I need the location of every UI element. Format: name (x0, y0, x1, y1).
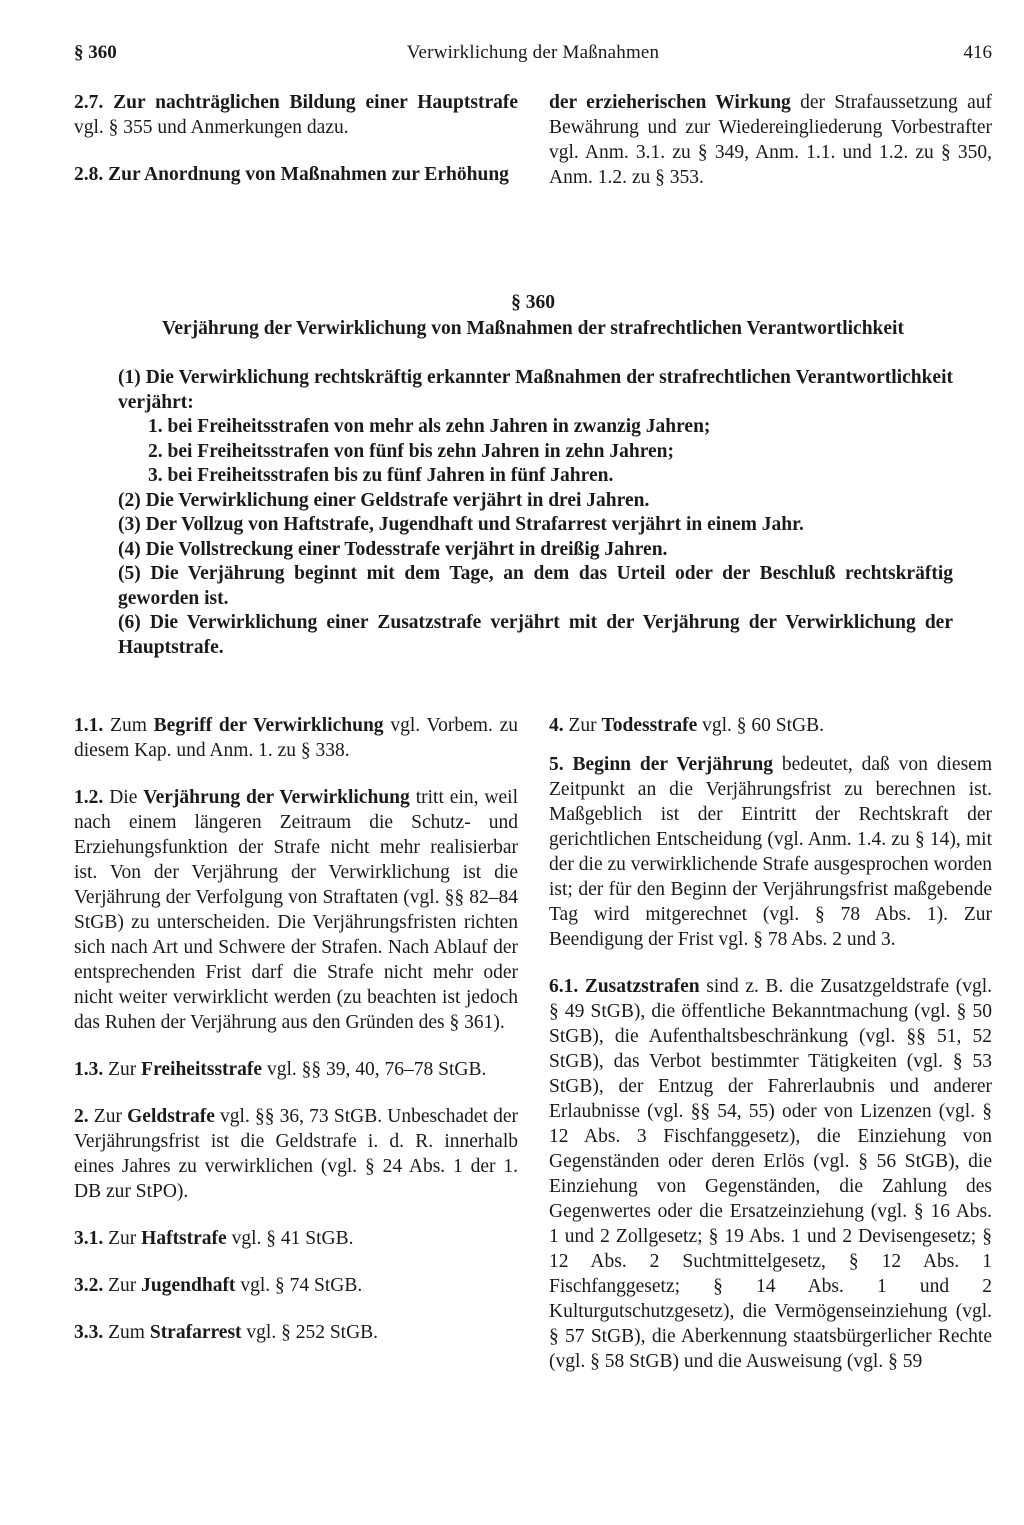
note-number: 5. (549, 754, 564, 775)
annotation (74, 785, 518, 1035)
note-keyword: Zur Anordnung von Maßnahmen zur Erhöhung (108, 164, 509, 185)
note-number: 6.1. (549, 976, 579, 997)
statute-text (118, 366, 953, 660)
paragraph-1-item: 3. bei Freiheitsstrafen bis zu fünf Jahren in fünf Jahren. (148, 465, 614, 486)
note-number: 2. (74, 1106, 89, 1127)
note-keyword: Freiheitsstrafe (141, 1059, 263, 1080)
note-text: vgl. § 74 StGB. (235, 1275, 363, 1296)
annotations-right-column (549, 713, 992, 1374)
note-2-8 (74, 162, 518, 187)
note-number: 1.3. (74, 1059, 104, 1080)
note-number: 1.2. (74, 787, 104, 808)
note-prefix: Zur (568, 715, 602, 736)
note-prefix: Die (109, 787, 144, 808)
note-keyword: Geldstrafe (127, 1106, 215, 1127)
header-section-number: § 360 (74, 42, 117, 63)
note-keyword: Zur nachträglichen Bildung einer Hauptstrafe (113, 92, 518, 113)
annotation (549, 974, 992, 1374)
paragraph-1-item: 1. bei Freiheitsstrafen von mehr als zehn Jahren in zwanzig Jahren; (148, 416, 711, 437)
note-text: vgl. §§ 39, 40, 76–78 StGB. (262, 1059, 487, 1080)
annotation (549, 713, 992, 738)
note-keyword: Verjährung der Verwirklichung (143, 787, 410, 808)
note-number: 1.1. (74, 715, 104, 736)
note-text: vgl. Vorbem. zu diesem Kap. und Anm. 1. zu § 338. (74, 715, 519, 761)
annotation (74, 1273, 518, 1298)
paragraph-5: (5) Die Verjährung beginnt mit dem Tage, an dem das Urteil oder der Beschluß rechtskräftig geworden ist. (118, 563, 953, 609)
annotation (549, 752, 992, 952)
paragraph-1: (1) Die Verwirklichung rechtskräftig erkannter Maßnahmen der strafrechtlichen Verantwortlichkeit verjährt: (118, 367, 953, 413)
annotation (74, 1057, 518, 1082)
note-text: der Strafaussetzung auf Bewährung und zur Wiedereingliederung Vorbestrafter vgl. Anm. 3.1. zu § 349, Anm. 1.1. und 1.2. zu § 350, Anm. 1.2. zu § 353. (549, 92, 993, 188)
note-text: vgl. § 252 StGB. (241, 1322, 379, 1343)
paragraph-1-item: 2. bei Freiheitsstrafen von fünf bis zehn Jahren in zehn Jahren; (148, 440, 674, 462)
note-number: 3.1. (74, 1228, 104, 1249)
note-text: vgl. §§ 36, 73 StGB. Unbeschadet der Verjährungsfrist ist die Geldstrafe i. d. R. innerhalb eines Jahres zu verwirklichen (vgl. § 24 Abs. 1 der 1. DB zur StPO). (74, 1106, 519, 1202)
note-prefix: Zur (108, 1228, 142, 1249)
annotation (74, 1226, 518, 1251)
note-number: 2.8. (74, 164, 104, 185)
paragraph-4: (4) Die Vollstreckung einer Todesstrafe verjährt in dreißig Jahren. (118, 538, 668, 560)
note-text: tritt ein, weil nach einem längeren Zeitraum die Schutz- und Erziehungsfunktion der Strafe nicht mehr realisierbar ist. Von der Verjährung der Verwirklichung ist die Verjährung der Verfolgung von Straftaten (vgl. §§ 82–84 StGB) zu unterscheiden. Die Verjährungsfristen richten sich nach Art und Schwere der Strafen. Nach Ablauf der entsprechenden Frist darf die Strafe nicht mehr oder nicht weiter verwirklicht werden (zu beachten ist jedoch das Ruhen der Verjährung aus den Gründen des § 361). (74, 787, 518, 1033)
note-text: bedeutet, daß von diesem Zeitpunkt an die Verjährungsfrist zu berechnen ist. Maßgeblich ist der Eintritt der Rechtskraft der gerichtlichen Entscheidung (vgl. Anm. 1.4. zu § 14), mit der die zu verwirklichende Strafe ausgesprochen worden ist; der für den Beginn der Verjährungsfrist maßgebende Tag wird mitgerechnet (vgl. § 78 Abs. 1). Zur Beendigung der Frist vgl. § 78 Abs. 2 und 3. (549, 754, 992, 950)
note-text: sind z. B. die Zusatzgeldstrafe (vgl. § 49 StGB), die öffentliche Bekanntmachung (vgl. § 50 StGB), die Aufenthaltsbeschränkung (vgl. §§ 51, 52 StGB), das Verbot bestimmter Tätigkeiten (vgl. § 53 StGB), der Entzug der Fahrerlaubnis und anderer Erlaubnisse (vgl. §§ 54, 55) oder von Lizenzen (vgl. § 12 Abs. 3 Fischfanggesetz), die Einziehung von Gegenständen oder deren Erlös (vgl. § 56 StGB), die Einziehung von Gegenständen, die Zahlung des Gegenwertes oder die Ersatzeinziehung (vgl. § 16 Abs. 1 und 2 Zollgesetz; § 19 Abs. 1 und 2 Devisengesetz; § 12 Abs. 2 Suchtmittelgesetz, § 12 Abs. 1 Fischfanggesetz; § 14 Abs. 1 und 2 Kulturgutschutzgesetz), die Vermögenseinziehung (vgl. § 57 StGB), die Aberkennung staatsbürgerlicher Rechte (vgl. § 58 StGB) und die Ausweisung (vgl. § 59 (549, 976, 992, 1372)
note-prefix: Zum (108, 1322, 150, 1343)
note-text: vgl. § 60 StGB. (697, 715, 825, 736)
note-prefix: Zur (108, 1275, 142, 1296)
note-keyword: Zusatzstrafen (584, 976, 700, 997)
note-keyword: Jugendhaft (141, 1275, 236, 1296)
note-keyword: Beginn der Verjährung (572, 754, 773, 775)
header-title: Verwirklichung der Maßnahmen (406, 42, 660, 63)
running-header (74, 42, 992, 72)
paragraph-2: (2) Die Verwirklichung einer Geldstrafe verjährt in drei Jahren. (118, 489, 650, 511)
note-2-7 (74, 90, 518, 140)
paragraph-3: (3) Der Vollzug von Haftstrafe, Jugendhaft und Strafarrest verjährt in einem Jahr. (118, 514, 804, 535)
note-prefix: Zur (93, 1106, 128, 1127)
annotation (74, 1320, 518, 1345)
note-number: 2.7. (74, 92, 104, 113)
top-right-column (549, 90, 992, 190)
note-number: 4. (549, 715, 564, 736)
note-keyword: Begriff der Verwirklichung (153, 715, 384, 736)
note-text: vgl. § 41 StGB. (226, 1228, 354, 1249)
note-2-8-continued (549, 90, 992, 190)
section-title: Verjährung der Verwirklichung von Maßnahmen der strafrechtlichen Verantwortlichkeit (162, 318, 904, 339)
note-keyword: Todesstrafe (601, 715, 698, 736)
note-prefix: Zum (110, 715, 154, 736)
page-number: 416 (963, 42, 992, 63)
top-left-column (74, 90, 518, 187)
section-heading (74, 290, 992, 342)
paragraph-6: (6) Die Verwirklichung einer Zusatzstrafe verjährt mit der Verjährung der Verwirklichung der Hauptstrafe. (118, 612, 953, 658)
note-keyword: der erzieherischen Wirkung (549, 92, 791, 113)
annotations-left-column (74, 713, 518, 1345)
annotation (74, 713, 518, 763)
note-keyword: Strafarrest (149, 1322, 242, 1343)
note-number: 3.3. (74, 1322, 104, 1343)
annotation (74, 1104, 518, 1204)
note-prefix: Zur (108, 1059, 142, 1080)
note-number: 3.2. (74, 1275, 104, 1296)
section-number: § 360 (511, 292, 555, 313)
note-keyword: Haftstrafe (141, 1228, 227, 1249)
note-text: vgl. § 355 und Anmerkungen dazu. (74, 117, 349, 138)
